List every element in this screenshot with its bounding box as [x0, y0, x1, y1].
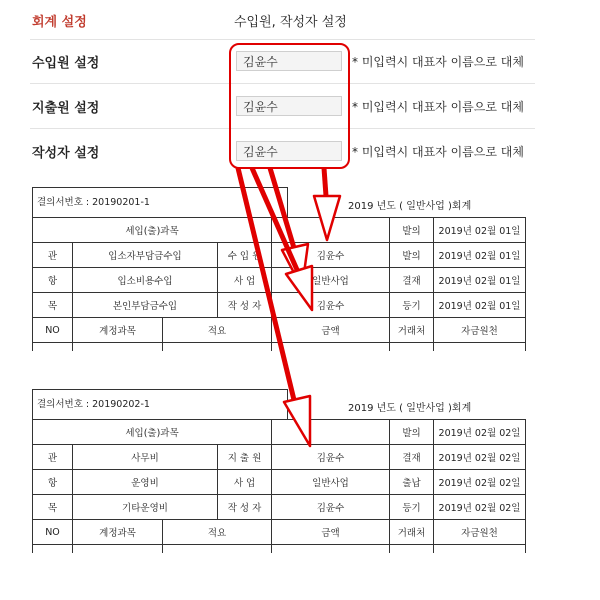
- step-label: 출납: [390, 470, 434, 495]
- step-label: 결재: [390, 268, 434, 293]
- role-label: 작 성 자: [218, 495, 272, 520]
- arrow-head: [284, 396, 310, 446]
- writer-setting-label: 작성자 설정: [32, 146, 100, 161]
- step-date: 2019년 02월 01일: [434, 268, 526, 293]
- role-label: 작 성 자: [218, 293, 272, 318]
- step-label: 결재: [390, 445, 434, 470]
- account-item: 운영비: [73, 470, 218, 495]
- role-name: 김윤수: [272, 445, 390, 470]
- level-label: 관: [33, 243, 73, 268]
- step-label: 발의: [390, 243, 434, 268]
- fiscal-year: 2019 년도 ( 일반사업 )회계: [348, 403, 472, 414]
- role-label: 지 출 원: [218, 445, 272, 470]
- role-label: 사 업: [218, 470, 272, 495]
- role-name: 김윤수: [272, 495, 390, 520]
- arrow-shaft: [324, 168, 326, 196]
- column-header: 거래처: [390, 318, 434, 343]
- step-label: 등기: [390, 293, 434, 318]
- column-header: NO: [33, 520, 73, 545]
- level-label: 항: [33, 470, 73, 495]
- step-label: 등기: [390, 495, 434, 520]
- step-date: 2019년 02월 02일: [434, 470, 526, 495]
- account-item: 본인부담금수입: [73, 293, 218, 318]
- column-header: 금액: [272, 520, 390, 545]
- account-item: 입소자부담금수입: [73, 243, 218, 268]
- step-date: 2019년 02월 02일: [434, 495, 526, 520]
- income-setting-note: * 미입력시 대표자 이름으로 대체: [352, 55, 524, 69]
- column-header: 자금원천: [434, 318, 526, 343]
- arrow-head: [286, 266, 312, 310]
- writer-setting-note: * 미입력시 대표자 이름으로 대체: [352, 145, 524, 159]
- level-label: 목: [33, 495, 73, 520]
- expense-setting-label: 지출원 설정: [32, 101, 100, 116]
- role-name: 일반사업: [272, 268, 390, 293]
- step-date: 2019년 02월 02일: [434, 445, 526, 470]
- column-header: 적요: [163, 520, 272, 545]
- account-item: 입소비용수입: [73, 268, 218, 293]
- account-item: 기타운영비: [73, 495, 218, 520]
- account-header: 세입(출)과목: [33, 420, 272, 445]
- level-label: 관: [33, 445, 73, 470]
- expense-setting-note: * 미입력시 대표자 이름으로 대체: [352, 100, 524, 114]
- column-header: 계정과목: [73, 520, 163, 545]
- column-header: 계정과목: [73, 318, 163, 343]
- column-header: 금액: [272, 318, 390, 343]
- settings-title: 회계 설정: [32, 15, 87, 30]
- income-setting-label: 수입원 설정: [32, 56, 100, 71]
- level-label: 목: [33, 293, 73, 318]
- approval-label: 발의: [390, 218, 434, 243]
- step-date: 2019년 02월 01일: [434, 293, 526, 318]
- column-header: 적요: [163, 318, 272, 343]
- settings-description: 수입원, 작성자 설정: [234, 15, 347, 30]
- fiscal-year: 2019 년도 ( 일반사업 )회계: [348, 201, 472, 212]
- approval-date: 2019년 02월 01일: [434, 218, 526, 243]
- arrow-head: [314, 196, 340, 240]
- step-date: 2019년 02월 01일: [434, 243, 526, 268]
- doc-number: 결의서번호 : 20190202-1: [32, 389, 288, 419]
- approval-date: 2019년 02월 02일: [434, 420, 526, 445]
- approval-label: 발의: [390, 420, 434, 445]
- role-name: 김윤수: [272, 243, 390, 268]
- doc-number: 결의서번호 : 20190201-1: [32, 187, 288, 217]
- account-header: 세입(출)과목: [33, 218, 272, 243]
- role-name: 김윤수: [272, 293, 390, 318]
- role-name: 일반사업: [272, 470, 390, 495]
- account-item: 사무비: [73, 445, 218, 470]
- column-header: 자금원천: [434, 520, 526, 545]
- role-label: 수 입 원: [218, 243, 272, 268]
- level-label: 항: [33, 268, 73, 293]
- role-label: 사 업: [218, 268, 272, 293]
- column-header: NO: [33, 318, 73, 343]
- column-header: 거래처: [390, 520, 434, 545]
